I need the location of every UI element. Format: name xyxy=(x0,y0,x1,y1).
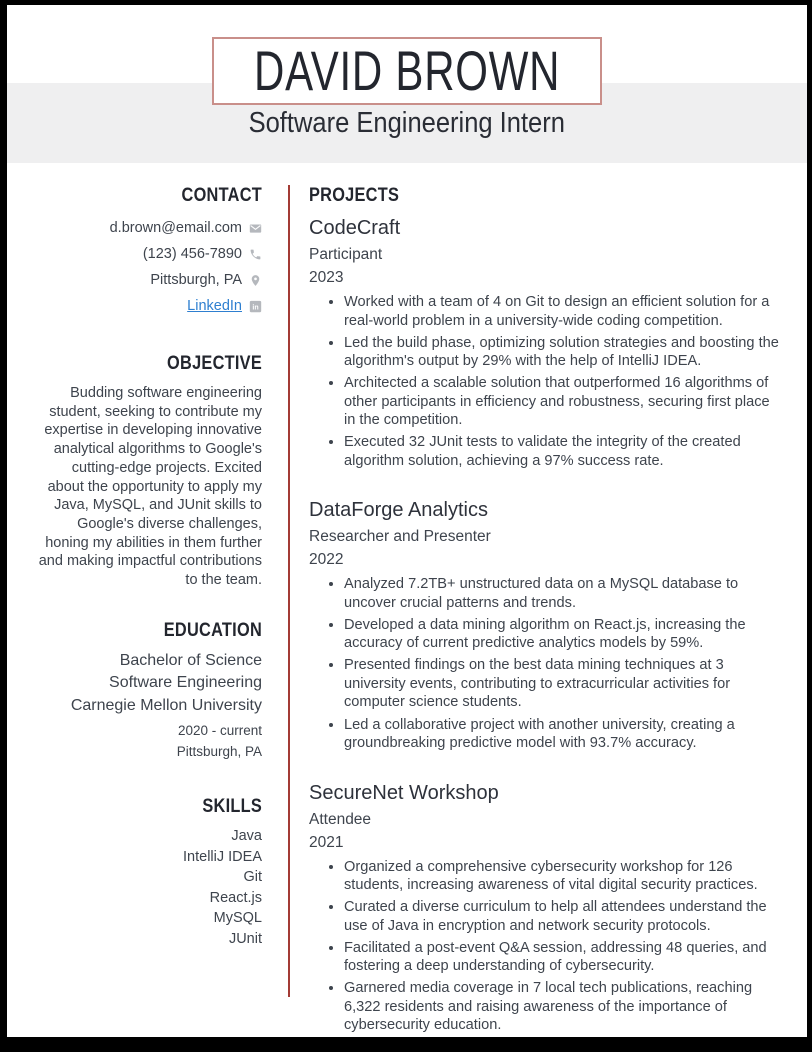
project-bullet: • Worked with a team of 4 on Git to design an efficient solution for a real-world problem in a university-wide coding competition. xyxy=(344,293,782,330)
project-title: CodeCraft xyxy=(309,217,401,239)
contact-item xyxy=(37,293,262,319)
skills-heading: SKILLS xyxy=(202,796,262,818)
project-title: SecureNet Workshop xyxy=(309,781,499,804)
linkedin-link[interactable]: LinkedIn xyxy=(187,298,242,314)
location-pin-icon xyxy=(249,274,262,287)
skill-item: IntelliJ IDEA xyxy=(183,848,262,865)
project-bullet: • Facilitated a post-event Q&A session, addressing 48 queries, and fostering a deep understanding of cybersecurity. xyxy=(344,939,782,976)
project-bullet: • Led the build phase, optimizing solution strategies and boosting the algorithm's output by 29% with the help of IntelliJ IDEA. xyxy=(344,334,782,371)
contact-item xyxy=(37,241,262,267)
resume-header xyxy=(7,5,807,163)
skills-section xyxy=(37,796,262,949)
projects-heading: PROJECTS xyxy=(309,185,400,206)
education-heading: EDUCATION xyxy=(163,619,262,641)
phone-icon xyxy=(249,248,262,261)
svg-text:in: in xyxy=(252,303,259,311)
objective-section xyxy=(37,353,262,590)
project-entry xyxy=(309,782,782,1035)
skill-item: Git xyxy=(243,869,262,886)
project-title: DataForge Analytics xyxy=(309,499,488,522)
education-school: Carnegie Mellon University xyxy=(70,696,262,714)
education-section xyxy=(37,620,262,763)
project-bullet: • Garnered media coverage in 7 local tech publications, reaching 6,322 residents and raising awareness of the importance of cybersecurity education. xyxy=(344,979,782,1035)
contact-item xyxy=(37,215,262,241)
contact-item xyxy=(37,267,262,293)
projects-list xyxy=(309,217,782,1035)
candidate-name: DAVID BROWN xyxy=(253,39,561,102)
resume-body xyxy=(7,163,807,1037)
project-bullet: • Presented findings on the best data mining techniques at 3 university events, contributing to extracurricular activities for computer science students. xyxy=(344,656,782,712)
objective-heading: OBJECTIVE xyxy=(167,353,262,374)
project-role: Researcher and Presenter xyxy=(309,528,491,546)
project-bullet-list xyxy=(309,575,782,752)
skill-item: MySQL xyxy=(213,910,262,927)
job-title: Software Engineering Intern xyxy=(248,106,566,139)
contact-label: (123) 456-7890 xyxy=(142,246,242,262)
linkedin-icon xyxy=(249,300,262,313)
skill-item: React.js xyxy=(209,889,262,906)
skill-item: Java xyxy=(231,828,262,845)
project-bullet: • Led a collaborative project with another university, creating a groundbreaking predictive model with 93.7% accuracy. xyxy=(344,716,782,753)
objective-text: Budding software engineering student, seeking to contribute my expertise in developing innovative analytical algorithms to Google's cutting-edge projects. Excited about the opportunity to apply my Java, MySQL, and JUnit skills to Google's diverse challenges, honing my abilities in them further and making impactful contributions to the team. xyxy=(38,385,262,589)
contact-label: Pittsburgh, PA xyxy=(150,272,242,288)
sidebar xyxy=(37,185,262,1037)
contact-section xyxy=(37,185,262,319)
project-year: 2022 xyxy=(309,551,344,569)
project-bullet: • Architected a scalable solution that outperformed 16 algorithms of other participants in efficiency and robustness, securing first place in the competition. xyxy=(344,374,782,430)
contact-heading: CONTACT xyxy=(181,185,262,206)
resume-page xyxy=(7,5,807,1037)
project-bullet-list xyxy=(309,293,782,470)
project-bullet-list xyxy=(309,858,782,1035)
envelope-icon xyxy=(249,222,262,235)
screenshot-root xyxy=(0,5,812,1052)
contact-label: d.brown@email.com xyxy=(109,220,242,236)
project-bullet: • Analyzed 7.2TB+ unstructured data on a MySQL database to uncover crucial patterns and trends. xyxy=(344,575,782,612)
skill-item: JUnit xyxy=(228,930,262,947)
project-entry xyxy=(309,217,782,470)
project-entry xyxy=(309,499,782,752)
main-column xyxy=(309,185,782,1037)
contact-list xyxy=(37,215,262,319)
project-bullet: • Developed a data mining algorithm on React.js, increasing the accuracy of current predictive analytics models by 59%. xyxy=(344,616,782,653)
name-box xyxy=(212,37,602,105)
education-location: Pittsburgh, PA xyxy=(176,744,262,760)
project-bullet: • Curated a diverse curriculum to help all attendees understand the use of Java in encryption and network security protocols. xyxy=(344,898,782,935)
education-dates: 2020 - current xyxy=(177,723,262,739)
project-bullet: • Organized a comprehensive cybersecurity workshop for 126 students, increasing awareness of vital digital security practices. xyxy=(344,858,782,895)
project-year: 2023 xyxy=(309,269,344,286)
project-year: 2021 xyxy=(309,833,344,851)
project-bullet: • Executed 32 JUnit tests to validate the integrity of the created algorithm solution, achieving a 97% success rate. xyxy=(344,433,782,470)
project-role: Attendee xyxy=(309,810,372,828)
skills-list xyxy=(37,826,262,949)
column-divider-rule xyxy=(288,185,290,997)
education-major: Software Engineering xyxy=(109,674,262,692)
education-degree: Bachelor of Science xyxy=(119,651,262,669)
project-role: Participant xyxy=(309,246,383,263)
